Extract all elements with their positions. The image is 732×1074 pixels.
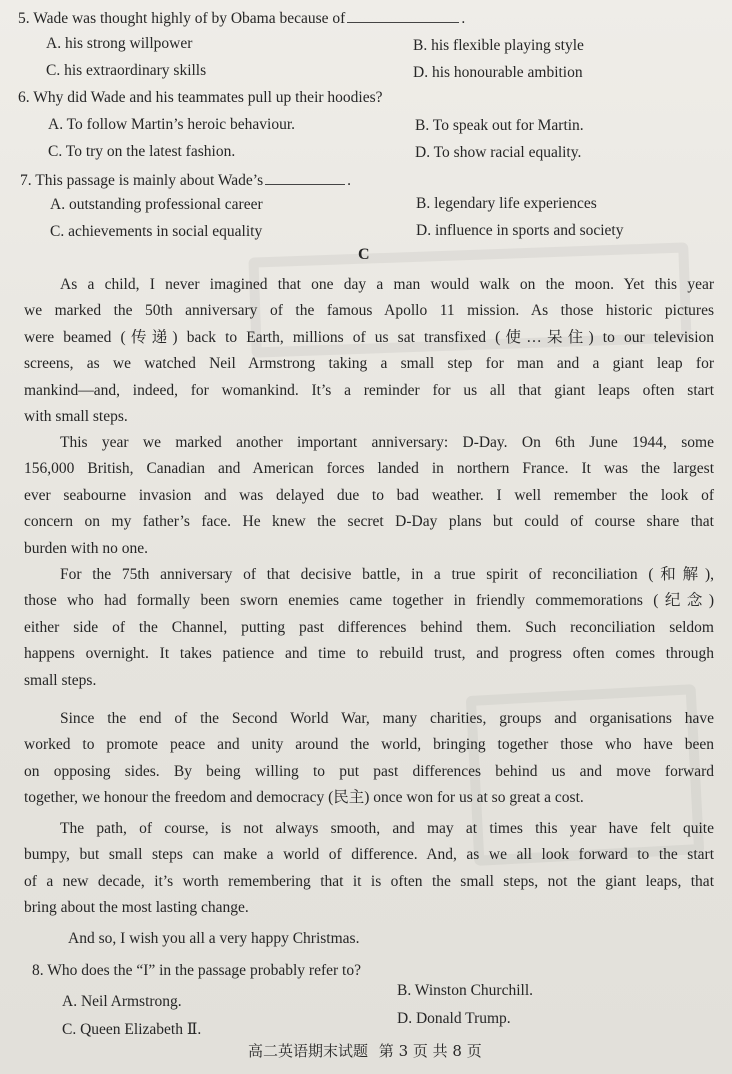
q8-option-a: A. Neil Armstrong.: [62, 993, 182, 1010]
passage-paragraph-6: [24, 926, 714, 952]
q5-stem: 5. Wade was thought highly of by Obama because of .: [18, 10, 466, 27]
q7-stem: 7. This passage is mainly about Wade’s .: [20, 172, 352, 189]
passage-line: For the 75th anniversary of that decisive battle, in a true spirit of reconciliation (和解),: [60, 566, 714, 583]
passage-paragraph-2: [24, 430, 714, 562]
passage-paragraph-4: [24, 706, 714, 812]
q6-option-a: A. To follow Martin’s heroic behaviour.: [48, 116, 296, 133]
passage-line: we marked the 50th anniversary of the famous Apollo 11 mission. As those historic pictures: [24, 302, 714, 320]
passage-paragraph-1: [24, 272, 714, 430]
passage-line: together, we honour the freedom and democracy (民主) once won for us at so great a cost.: [24, 789, 584, 807]
q6-option-c: C. To try on the latest fashion.: [48, 143, 236, 160]
passage-line: bumpy, but small steps can make a world of difference. And, as we all look forward to the start: [24, 846, 714, 864]
section-c-heading: C: [358, 246, 370, 263]
q7-option-a: A. outstanding professional career: [50, 196, 263, 213]
passage-line: As a child, I never imagined that one day a man would walk on the moon. Yet this year: [60, 276, 714, 293]
passage-line: ever seabourne invasion and was delayed due to bad weather. I well remember the look of: [24, 486, 714, 504]
passage-line: And so, I wish you all a very happy Christmas.: [68, 930, 360, 947]
passage-line: those who had formally been sworn enemies came together in friendly commemorations (纪念): [24, 592, 714, 610]
q6-option-b: B. To speak out for Martin.: [415, 117, 584, 134]
q7-option-b: B. legendary life experiences: [416, 195, 597, 212]
passage-line: This year we marked another important anniversary: D-Day. On 6th June 1944, some: [60, 434, 714, 451]
passage-paragraph-5: [24, 816, 714, 922]
passage-line: happens overnight. It takes patience and time to rebuild trust, and progress often comes through: [24, 645, 714, 663]
passage-line: on opposing sides. By being willing to put past differences behind us and move forward: [24, 762, 714, 780]
exam-title: 高二英语期末试题: [248, 1042, 369, 1060]
q5-option-d: D. his honourable ambition: [413, 64, 583, 81]
passage-line: concern on my father’s face. He knew the secret D-Day plans but could of course share that: [24, 513, 714, 531]
passage-line: Since the end of the Second World War, many charities, groups and organisations have: [60, 710, 714, 727]
passage-line: 156,000 British, Canadian and American forces landed in northern France. It was the largest: [24, 460, 714, 478]
passage-line: bring about the most lasting change.: [24, 899, 249, 917]
passage-line: small steps.: [24, 671, 97, 689]
q5-option-a: A. his strong willpower: [46, 35, 193, 52]
page-footer: [248, 1040, 488, 1061]
q8-option-b: B. Winston Churchill.: [397, 982, 534, 999]
passage-line: with small steps.: [24, 408, 128, 426]
passage-line: of a new decade, it’s worth remembering that it is often the small steps, not the giant leaps, that: [24, 872, 714, 890]
passage-paragraph-3: [24, 562, 714, 694]
passage-line: either side of the Channel, putting past differences behind them. Such reconciliation seldom: [24, 618, 714, 636]
q5-option-c: C. his extraordinary skills: [46, 62, 207, 79]
passage-line: burden with no one.: [24, 539, 148, 557]
passage-line: were beamed (传递) back to Earth, millions of us sat transfixed (使…呆住) to our television: [24, 328, 714, 346]
page-number: 第 3 页 共 8 页: [378, 1042, 482, 1060]
passage-line: screens, as we watched Neil Armstrong taking a small step for man and a giant leap for: [24, 355, 714, 373]
q7-option-c: C. achievements in social equality: [50, 223, 263, 240]
q8-stem: 8. Who does the “I” in the passage probably refer to?: [32, 962, 361, 979]
passage-line: worked to promote peace and unity around the world, bringing together those who have been: [24, 736, 714, 754]
q8-option-d: D. Donald Trump.: [397, 1010, 511, 1027]
q6-option-d: D. To show racial equality.: [415, 144, 582, 161]
q6-stem: 6. Why did Wade and his teammates pull up their hoodies?: [18, 89, 383, 106]
q7-option-d: D. influence in sports and society: [416, 222, 624, 239]
q8-option-c: C. Queen Elizabeth Ⅱ.: [62, 1021, 202, 1038]
q5-option-b: B. his flexible playing style: [413, 37, 584, 54]
passage-line: The path, of course, is not always smooth, and may at times this year have felt quite: [60, 820, 714, 837]
passage-line: mankind—and, indeed, for womankind. It’s a reminder for us all that giant leaps often start: [24, 381, 714, 399]
